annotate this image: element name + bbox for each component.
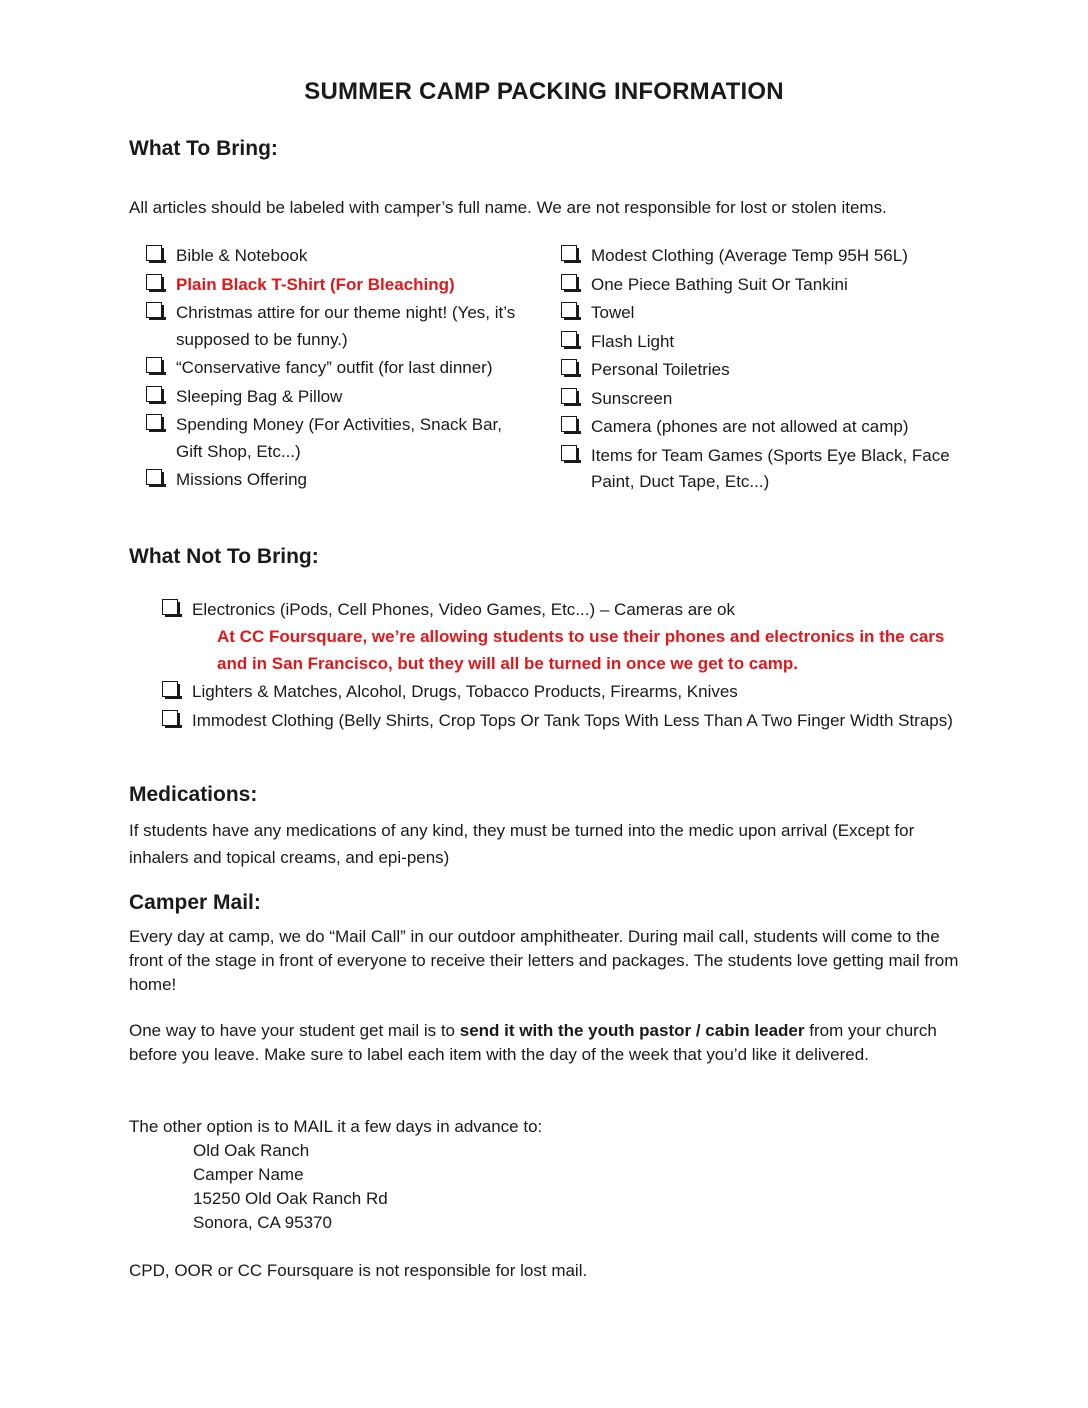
address-line: 15250 Old Oak Ranch Rd [193, 1189, 388, 1208]
camper-mail-para3: The other option is to MAIL it a few days in advance to: [129, 1117, 543, 1136]
list-item [544, 329, 964, 356]
list-item-label: Flash Light [591, 331, 675, 351]
not-bring-list-1 [145, 597, 965, 626]
address-line: Old Oak Ranch [193, 1141, 310, 1160]
mailing-address [193, 1139, 388, 1235]
list-item [129, 412, 529, 465]
checkbox-icon[interactable] [146, 302, 162, 318]
checkbox-icon[interactable] [162, 599, 178, 615]
list-item-label: Modest Clothing (Average Temp 95H 56L) [591, 246, 908, 265]
checkbox-icon[interactable] [561, 416, 577, 432]
page-title: SUMMER CAMP PACKING INFORMATION [304, 78, 784, 105]
list-item [129, 467, 529, 494]
list-item [544, 386, 964, 413]
medications-text: If students have any medications of any kind, they must be turned into the medic upon arrival (Except for inhalers and topical creams, and epi-pens) [129, 821, 915, 867]
electronics-note: At CC Foursquare, we’re allowing students to use their phones and electronics in the cars and in San Francisco, but they will all be turned in once we get to camp. [217, 627, 945, 673]
checkbox-icon[interactable] [146, 386, 162, 402]
list-item [129, 300, 529, 353]
list-item-label: “Conservative fancy” outfit (for last dinner) [176, 358, 493, 377]
checkbox-icon[interactable] [561, 274, 577, 290]
list-item-label: Personal Toiletries [591, 360, 730, 379]
list-item [129, 243, 529, 270]
checkbox-icon[interactable] [561, 331, 577, 347]
checkbox-icon[interactable] [561, 359, 577, 375]
list-item [544, 357, 964, 384]
list-item [145, 679, 965, 706]
address-line: Sonora, CA 95370 [193, 1213, 332, 1232]
camper-mail-para2 [129, 1019, 959, 1067]
what-not-to-bring-heading: What Not To Bring: [129, 545, 319, 568]
list-item-label: Items for Team Games (Sports Eye Black, Face Paint, Duct Tape, Etc...) [591, 445, 950, 491]
item-electronics: Electronics (iPods, Cell Phones, Video Games, Etc...) – Cameras are ok [192, 600, 735, 619]
what-to-bring-heading: What To Bring: [129, 137, 278, 160]
checkbox-icon[interactable] [146, 414, 162, 430]
list-item [544, 272, 964, 299]
bring-list-right [544, 243, 964, 498]
checkbox-icon[interactable] [146, 469, 162, 485]
list-item-label: Christmas attire for our theme night! (Yes, it’s supposed to be funny.) [176, 303, 516, 349]
list-item-label: Towel [591, 303, 635, 322]
checkbox-icon[interactable] [146, 245, 162, 261]
list-item [544, 300, 964, 327]
medications-heading: Medications: [129, 783, 258, 806]
list-item [544, 414, 964, 441]
what-to-bring-intro: All articles should be labeled with camper’s full name. We are not responsible for lost or stolen items. [129, 198, 887, 217]
checkbox-icon[interactable] [561, 445, 577, 461]
list-item-label: Bible & Notebook [176, 246, 308, 265]
para2-bold-text: send it with the youth pastor / cabin leader [459, 1021, 805, 1040]
list-item [544, 443, 964, 496]
para2-text-end: from your church before you leave. Make sure to label each item with the day of the week that you’d like it delivered. [129, 1021, 937, 1064]
list-item [129, 384, 529, 411]
list-item [145, 708, 965, 735]
checkbox-icon[interactable] [561, 388, 577, 404]
list-item-label: Sunscreen [591, 388, 673, 408]
bring-list-left [129, 243, 529, 496]
list-item-label: One Piece Bathing Suit Or Tankini [591, 274, 848, 294]
checkbox-icon[interactable] [146, 274, 162, 290]
camper-mail-para1: Every day at camp, we do “Mail Call” in our outdoor amphitheater. During mail call, students will come to the front of the stage in front of everyone to receive their letters and packages. The students love getting mail from home! [129, 927, 959, 994]
checkbox-icon[interactable] [162, 710, 178, 726]
list-item-label: Sleeping Bag & Pillow [176, 386, 343, 406]
checkbox-icon[interactable] [561, 302, 577, 318]
list-item-label: Spending Money (For Activities, Snack Bar, Gift Shop, Etc...) [176, 415, 502, 461]
checkbox-icon[interactable] [162, 681, 178, 697]
list-item-label: Missions Offering [176, 470, 308, 489]
list-item [145, 597, 965, 624]
item-clothing: Immodest Clothing (Belly Shirts, Crop Tops Or Tank Tops With Less Than A Two Finger Width Straps) [192, 710, 953, 730]
list-item-label: Camera (phones are not allowed at camp) [591, 417, 909, 436]
list-item-label: Plain Black T-Shirt (For Bleaching) [176, 274, 455, 294]
list-item [544, 243, 964, 270]
list-item [129, 272, 529, 299]
checkbox-icon[interactable] [561, 245, 577, 261]
list-item [129, 355, 529, 382]
item-lighters: Lighters & Matches, Alcohol, Drugs, Tobacco Products, Firearms, Knives [192, 682, 738, 701]
not-bring-list-2 [145, 679, 965, 736]
checkbox-icon[interactable] [146, 357, 162, 373]
para2-text: One way to have your student get mail is to [129, 1021, 460, 1040]
camper-mail-footer: CPD, OOR or CC Foursquare is not responsible for lost mail. [129, 1261, 588, 1280]
address-line: Camper Name [193, 1165, 304, 1184]
camper-mail-heading: Camper Mail: [129, 891, 261, 914]
